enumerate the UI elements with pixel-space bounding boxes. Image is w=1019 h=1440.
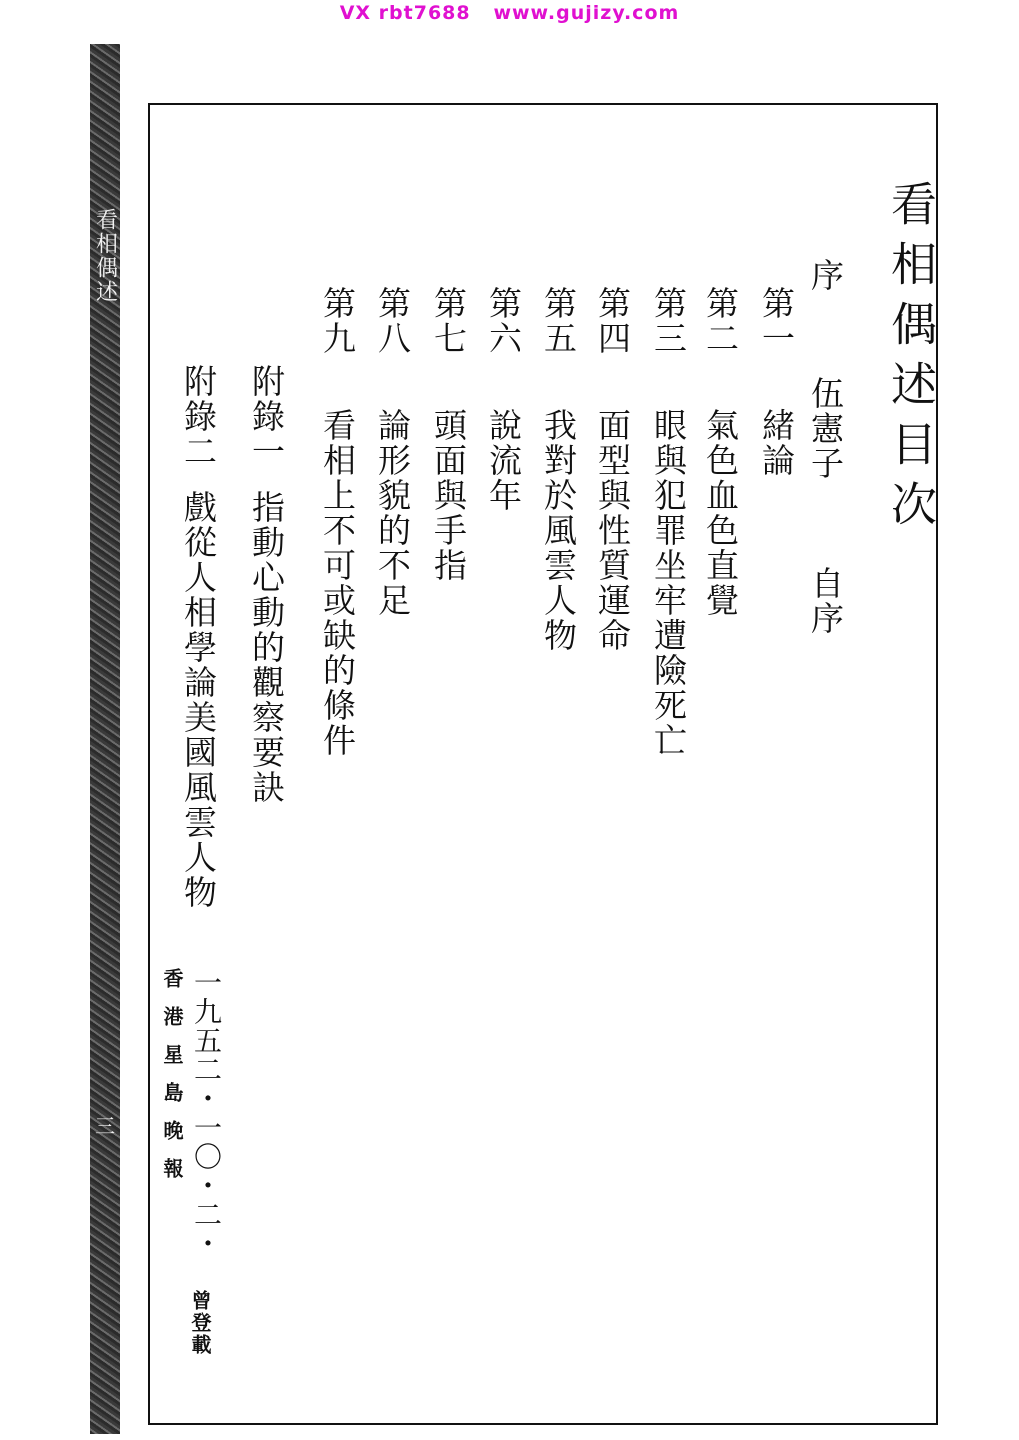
chapter-title: 我對於風雲人物 — [539, 408, 578, 653]
own-preface: 自序 — [806, 566, 845, 636]
publication-note: 曾登載 — [188, 1290, 212, 1356]
appendix-label: 附錄二 — [179, 364, 218, 469]
preface-author: 伍憲子 — [806, 376, 845, 481]
chapter-number: 第一 — [757, 286, 796, 356]
spine-title: 看相偶述 — [92, 208, 118, 304]
chapter-title: 面型與性質運命 — [593, 408, 632, 653]
chapter-title: 眼與犯罪坐牢遭險死亡 — [649, 408, 688, 758]
publication-date: 一九五二・一〇・二・ — [190, 968, 223, 1258]
page-title: 看相偶述目次 — [884, 180, 938, 540]
page-number: 三 — [95, 1114, 115, 1138]
chapter-title: 論形貌的不足 — [373, 408, 412, 618]
chapter-number: 第九 — [318, 286, 357, 356]
publication-source: 香港星島晚報 — [160, 968, 184, 1196]
chapter-title: 氣色血色直覺 — [701, 408, 740, 618]
chapter-title: 緒論 — [757, 408, 796, 478]
chapter-title: 頭面與手指 — [429, 408, 468, 583]
chapter-number: 第四 — [593, 286, 632, 356]
chapter-title: 說流年 — [484, 408, 523, 513]
chapter-title: 看相上不可或缺的條件 — [318, 408, 357, 758]
chapter-number: 第八 — [373, 286, 412, 356]
appendix-title: 戲從人相學論美國風雲人物 — [179, 490, 218, 910]
chapter-number: 第三 — [649, 286, 688, 356]
chapter-number: 第七 — [429, 286, 468, 356]
appendix-title: 指動心動的觀察要訣 — [247, 490, 286, 805]
chapter-number: 第六 — [484, 286, 523, 356]
watermark: VX rbt7688 www.gujizy.com — [339, 2, 680, 24]
chapter-number: 第五 — [539, 286, 578, 356]
preface-label: 序 — [806, 258, 845, 293]
chapter-number: 第二 — [701, 286, 740, 356]
appendix-label: 附錄一 — [247, 364, 286, 469]
